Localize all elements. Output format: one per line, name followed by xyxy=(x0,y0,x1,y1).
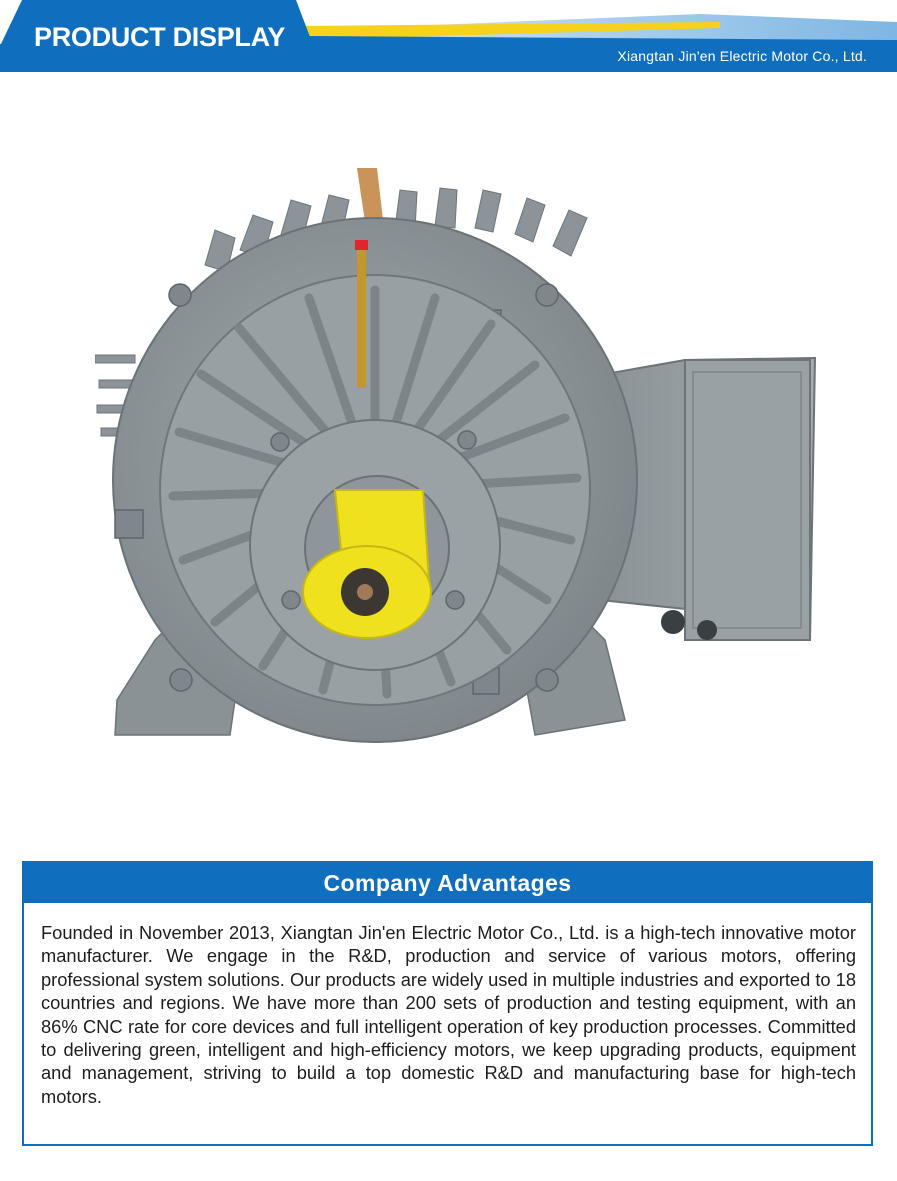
page-title: PRODUCT DISPLAY xyxy=(34,22,286,52)
company-name: Xiangtan Jin'en Electric Motor Co., Ltd. xyxy=(617,48,867,64)
company-advantages-card xyxy=(22,861,873,1146)
product-image xyxy=(95,160,825,770)
card-header xyxy=(24,863,871,903)
electric-motor-photo xyxy=(95,160,825,770)
header-banner xyxy=(0,0,897,72)
section-title: Company Advantages xyxy=(323,869,572,896)
company-description: Founded in November 2013, Xiangtan Jin'en Electric Motor Co., Ltd. is a high-tech innovative motor manufacturer. We engage in the R&D, production and service of various motors, offering professional system solutions. Our products are widely used in multiple industries and exported to 18 countries and regions. We have more than 200 sets of production and testing equipment, with an 86% CNC rate for core devices and full intelligent operation of key production processes. Committed to delivering green, intelligent and high-efficiency motors, we keep upgrading products, equipment and management, striving to build a top domestic R&D and manufacturing base for high-tech motors. xyxy=(41,922,856,1107)
